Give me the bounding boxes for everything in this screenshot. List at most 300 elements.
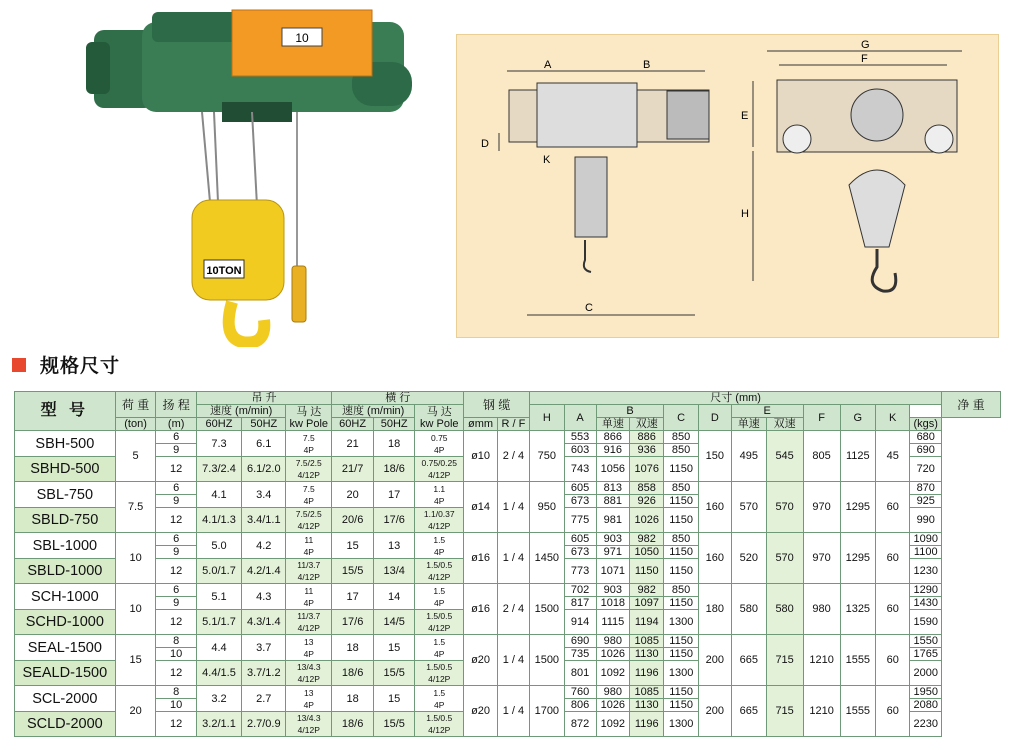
dim-b-double: 1130 bbox=[630, 648, 664, 661]
dim-b-double: 936 bbox=[630, 444, 664, 457]
traverse-50hz: 14 bbox=[374, 584, 415, 610]
hoist-60hz: 3.2 bbox=[196, 686, 241, 712]
dim-f: 970 bbox=[803, 482, 840, 533]
hdr-d: D bbox=[698, 405, 731, 431]
hdr-h: H bbox=[530, 405, 564, 431]
dim-b-double: 1085 bbox=[630, 635, 664, 648]
dim-f: 1210 bbox=[803, 635, 840, 686]
section-heading bbox=[12, 351, 120, 378]
dim-g: 1295 bbox=[840, 533, 875, 584]
hdr-b-double: 双速 bbox=[630, 418, 664, 431]
dim-c: 1150 bbox=[664, 559, 698, 584]
traverse-60hz: 15/5 bbox=[332, 559, 374, 584]
dim-a: 760 bbox=[564, 686, 596, 699]
heading-square-icon bbox=[12, 358, 26, 372]
hdr-load-unit: (ton) bbox=[115, 418, 156, 431]
dim-a: 743 bbox=[564, 457, 596, 482]
hoist-60hz: 5.0/1.7 bbox=[196, 559, 241, 584]
dim-f: 970 bbox=[803, 533, 840, 584]
hdr-lift: 扬 程 bbox=[156, 392, 196, 418]
dim-b-double: 1076 bbox=[630, 457, 664, 482]
dim-b-single: 866 bbox=[596, 431, 629, 444]
dim-a: 775 bbox=[564, 508, 596, 533]
hdr-50hz-b: 50HZ bbox=[374, 418, 415, 431]
dim-f: 805 bbox=[803, 431, 840, 482]
hoist-50hz: 2.7/0.9 bbox=[242, 712, 286, 737]
dim-a: 806 bbox=[564, 699, 596, 712]
hdr-g: G bbox=[840, 405, 875, 431]
dim-c: 850 bbox=[664, 482, 698, 495]
dim-b-double: 1097 bbox=[630, 597, 664, 610]
hdr-model: 型 号 bbox=[15, 392, 116, 431]
hoist-motor: 7.5/2.5 4/12P bbox=[286, 457, 332, 482]
label-c: C bbox=[585, 302, 593, 314]
hoist-50hz: 3.7/1.2 bbox=[242, 661, 286, 686]
dim-b-single: 813 bbox=[596, 482, 629, 495]
weight-value: 680 bbox=[910, 431, 942, 444]
hdr-dims: 尺寸 (mm) bbox=[530, 392, 942, 405]
label-a: A bbox=[544, 59, 552, 71]
weight-value: 870 bbox=[910, 482, 942, 495]
lift-value: 12 bbox=[156, 457, 196, 482]
rope-diameter: ø20 bbox=[464, 635, 497, 686]
dim-g: 1125 bbox=[840, 431, 875, 482]
hoist-60hz: 7.3 bbox=[196, 431, 241, 457]
rope-rf: 1 / 4 bbox=[497, 482, 529, 533]
model-name: SBHD-500 bbox=[15, 457, 116, 482]
dim-b-single: 981 bbox=[596, 508, 629, 533]
weight-value: 1100 bbox=[910, 546, 942, 559]
dim-e-double: 715 bbox=[766, 635, 803, 686]
dim-b-single: 1018 bbox=[596, 597, 629, 610]
dim-e-double: 570 bbox=[766, 482, 803, 533]
hoist-motor: 13/4.3 4/12P bbox=[286, 661, 332, 686]
traverse-50hz: 18 bbox=[374, 431, 415, 457]
traverse-50hz: 15 bbox=[374, 686, 415, 712]
table-row bbox=[15, 584, 1001, 597]
dim-c: 850 bbox=[664, 533, 698, 546]
dim-c: 1150 bbox=[664, 597, 698, 610]
dim-b-single: 903 bbox=[596, 584, 629, 597]
dim-b-single: 1071 bbox=[596, 559, 629, 584]
dim-b-double: 926 bbox=[630, 495, 664, 508]
dim-h: 1700 bbox=[530, 686, 564, 737]
traverse-50hz: 14/5 bbox=[374, 610, 415, 635]
rope-diameter: ø20 bbox=[464, 686, 497, 737]
lift-value: 12 bbox=[156, 661, 196, 686]
dim-c: 1150 bbox=[664, 546, 698, 559]
dim-c: 850 bbox=[664, 584, 698, 597]
rope-diameter: ø14 bbox=[464, 482, 497, 533]
dim-c: 1150 bbox=[664, 457, 698, 482]
dim-b-single: 916 bbox=[596, 444, 629, 457]
spec-table bbox=[14, 391, 1001, 737]
label-e: E bbox=[741, 110, 749, 122]
rope-rf: 1 / 4 bbox=[497, 686, 529, 737]
hdr-b: B bbox=[596, 405, 664, 418]
dim-a: 605 bbox=[564, 533, 596, 546]
hdr-e-double: 双速 bbox=[766, 418, 803, 431]
hoist-motor: 13/4.3 4/12P bbox=[286, 712, 332, 737]
dim-a: 872 bbox=[564, 712, 596, 737]
rope-rf: 2 / 4 bbox=[497, 584, 529, 635]
hoist-50hz: 3.4 bbox=[242, 482, 286, 508]
traverse-motor: 1.5/0.5 4/12P bbox=[415, 559, 464, 584]
dim-b-double: 1196 bbox=[630, 661, 664, 686]
traverse-60hz: 18 bbox=[332, 686, 374, 712]
hoist-50hz: 4.2/1.4 bbox=[242, 559, 286, 584]
hdr-weight-unit: (kgs) bbox=[910, 418, 942, 431]
dim-g: 1555 bbox=[840, 635, 875, 686]
weight-value: 990 bbox=[910, 508, 942, 533]
weight-value: 1290 bbox=[910, 584, 942, 597]
weight-value: 1430 bbox=[910, 597, 942, 610]
dim-g: 1325 bbox=[840, 584, 875, 635]
dim-b-double: 1085 bbox=[630, 686, 664, 699]
load-value: 10 bbox=[115, 533, 156, 584]
rope-diameter: ø16 bbox=[464, 584, 497, 635]
dim-a: 914 bbox=[564, 610, 596, 635]
hoist-50hz: 6.1/2.0 bbox=[242, 457, 286, 482]
dim-d: 160 bbox=[698, 482, 731, 533]
traverse-60hz: 15 bbox=[332, 533, 374, 559]
weight-value: 2230 bbox=[910, 712, 942, 737]
dim-f: 1210 bbox=[803, 686, 840, 737]
label-d: D bbox=[481, 138, 489, 150]
hdr-hoist: 吊 升 bbox=[196, 392, 331, 405]
label-g: G bbox=[861, 39, 870, 51]
hoist-motor: 7.5 4P bbox=[286, 482, 332, 508]
traverse-motor: 1.5 4P bbox=[415, 635, 464, 661]
hdr-load: 荷 重 bbox=[115, 392, 156, 418]
dim-h: 1500 bbox=[530, 635, 564, 686]
hoist-60hz: 5.1 bbox=[196, 584, 241, 610]
traverse-motor: 1.5 4P bbox=[415, 686, 464, 712]
weight-value: 720 bbox=[910, 457, 942, 482]
dim-k: 60 bbox=[875, 686, 910, 737]
model-name: SCLD-2000 bbox=[15, 712, 116, 737]
dim-c: 1300 bbox=[664, 712, 698, 737]
dim-d: 200 bbox=[698, 686, 731, 737]
hdr-motor2: 马 达 kw Pole bbox=[415, 405, 464, 431]
model-name: SBLD-750 bbox=[15, 508, 116, 533]
weight-value: 925 bbox=[910, 495, 942, 508]
model-name: SEAL-1500 bbox=[15, 635, 116, 661]
dim-g: 1555 bbox=[840, 686, 875, 737]
dim-b-single: 1026 bbox=[596, 699, 629, 712]
hdr-traverse: 横 行 bbox=[332, 392, 464, 405]
traverse-50hz: 17 bbox=[374, 482, 415, 508]
dim-b-single: 881 bbox=[596, 495, 629, 508]
lift-value: 12 bbox=[156, 508, 196, 533]
table-row bbox=[15, 635, 1001, 648]
model-name: SCL-2000 bbox=[15, 686, 116, 712]
load-value: 5 bbox=[115, 431, 156, 482]
dim-k: 60 bbox=[875, 482, 910, 533]
weight-value: 1550 bbox=[910, 635, 942, 648]
dim-b-double: 886 bbox=[630, 431, 664, 444]
label-f: F bbox=[861, 53, 868, 65]
dim-h: 1500 bbox=[530, 584, 564, 635]
dim-c: 1150 bbox=[664, 635, 698, 648]
dim-f: 980 bbox=[803, 584, 840, 635]
hoist-motor: 13 4P bbox=[286, 635, 332, 661]
lift-value: 6 bbox=[156, 533, 196, 546]
traverse-motor: 1.5/0.5 4/12P bbox=[415, 712, 464, 737]
load-value: 10 bbox=[115, 584, 156, 635]
rope-rf: 1 / 4 bbox=[497, 635, 529, 686]
traverse-60hz: 20 bbox=[332, 482, 374, 508]
dim-h: 950 bbox=[530, 482, 564, 533]
hoist-motor: 11 4P bbox=[286, 533, 332, 559]
lift-value: 6 bbox=[156, 482, 196, 495]
dim-e-single: 570 bbox=[731, 482, 766, 533]
lift-value: 10 bbox=[156, 699, 196, 712]
box-label: 10 bbox=[295, 31, 309, 45]
hoist-50hz: 3.7 bbox=[242, 635, 286, 661]
traverse-50hz: 15/5 bbox=[374, 712, 415, 737]
traverse-50hz: 13/4 bbox=[374, 559, 415, 584]
dim-b-single: 1115 bbox=[596, 610, 629, 635]
hoist-motor: 11/3.7 4/12P bbox=[286, 559, 332, 584]
traverse-motor: 0.75/0.25 4/12P bbox=[415, 457, 464, 482]
dim-a: 553 bbox=[564, 431, 596, 444]
table-row bbox=[15, 533, 1001, 546]
dim-a: 735 bbox=[564, 648, 596, 661]
dim-e-double: 570 bbox=[766, 533, 803, 584]
hdr-c: C bbox=[664, 405, 698, 431]
lift-value: 12 bbox=[156, 712, 196, 737]
hoist-photo bbox=[82, 2, 432, 347]
dim-a: 773 bbox=[564, 559, 596, 584]
load-value: 20 bbox=[115, 686, 156, 737]
traverse-60hz: 21 bbox=[332, 431, 374, 457]
traverse-60hz: 17 bbox=[332, 584, 374, 610]
hoist-motor: 11/3.7 4/12P bbox=[286, 610, 332, 635]
dim-c: 850 bbox=[664, 444, 698, 457]
traverse-50hz: 17/6 bbox=[374, 508, 415, 533]
hoist-50hz: 6.1 bbox=[242, 431, 286, 457]
dim-e-single: 520 bbox=[731, 533, 766, 584]
hoist-motor: 13 4P bbox=[286, 686, 332, 712]
dim-b-single: 1092 bbox=[596, 712, 629, 737]
dim-e-double: 545 bbox=[766, 431, 803, 482]
dim-e-single: 665 bbox=[731, 686, 766, 737]
hdr-50hz: 50HZ bbox=[242, 418, 286, 431]
hoist-60hz: 5.0 bbox=[196, 533, 241, 559]
model-name: SBLD-1000 bbox=[15, 559, 116, 584]
weight-value: 690 bbox=[910, 444, 942, 457]
dim-c: 1300 bbox=[664, 661, 698, 686]
dim-b-double: 1130 bbox=[630, 699, 664, 712]
hdr-rope-d: ømm bbox=[464, 418, 497, 431]
dim-e-single: 580 bbox=[731, 584, 766, 635]
dim-b-double: 982 bbox=[630, 584, 664, 597]
traverse-60hz: 21/7 bbox=[332, 457, 374, 482]
traverse-motor: 1.5/0.5 4/12P bbox=[415, 661, 464, 686]
weight-value: 1765 bbox=[910, 648, 942, 661]
traverse-motor: 1.1 4P bbox=[415, 482, 464, 508]
dim-e-single: 495 bbox=[731, 431, 766, 482]
dim-c: 1150 bbox=[664, 648, 698, 661]
hdr-hoist-speed: 速度 (m/min) bbox=[196, 405, 286, 418]
rope-rf: 1 / 4 bbox=[497, 533, 529, 584]
hoist-60hz: 4.1 bbox=[196, 482, 241, 508]
traverse-motor: 1.5 4P bbox=[415, 533, 464, 559]
weight-value: 2000 bbox=[910, 661, 942, 686]
hoist-60hz: 7.3/2.4 bbox=[196, 457, 241, 482]
dim-k: 60 bbox=[875, 635, 910, 686]
dim-k: 60 bbox=[875, 533, 910, 584]
dim-b-double: 1196 bbox=[630, 712, 664, 737]
traverse-60hz: 20/6 bbox=[332, 508, 374, 533]
lift-value: 8 bbox=[156, 686, 196, 699]
dim-c: 1150 bbox=[664, 508, 698, 533]
dim-b-double: 1194 bbox=[630, 610, 664, 635]
dim-c: 1300 bbox=[664, 610, 698, 635]
weight-value: 1950 bbox=[910, 686, 942, 699]
hdr-a: A bbox=[564, 405, 596, 431]
hdr-rope-rf: R / F bbox=[497, 418, 529, 431]
load-value: 7.5 bbox=[115, 482, 156, 533]
dim-e-double: 715 bbox=[766, 686, 803, 737]
dim-b-single: 971 bbox=[596, 546, 629, 559]
hdr-e: E bbox=[731, 405, 803, 418]
dim-d: 200 bbox=[698, 635, 731, 686]
dim-b-double: 982 bbox=[630, 533, 664, 546]
traverse-motor: 1.5/0.5 4/12P bbox=[415, 610, 464, 635]
dimension-drawing bbox=[456, 34, 999, 338]
dim-a: 690 bbox=[564, 635, 596, 648]
dim-b-double: 1150 bbox=[630, 559, 664, 584]
traverse-50hz: 13 bbox=[374, 533, 415, 559]
table-row bbox=[15, 482, 1001, 495]
dim-b-single: 1056 bbox=[596, 457, 629, 482]
hdr-traverse-speed: 速度 (m/min) bbox=[332, 405, 415, 418]
dim-a: 702 bbox=[564, 584, 596, 597]
dim-b-double: 858 bbox=[630, 482, 664, 495]
hdr-60hz-b: 60HZ bbox=[332, 418, 374, 431]
dim-d: 160 bbox=[698, 533, 731, 584]
traverse-60hz: 18 bbox=[332, 635, 374, 661]
label-h: H bbox=[741, 208, 749, 220]
lift-value: 9 bbox=[156, 546, 196, 559]
table-row bbox=[15, 686, 1001, 699]
model-name: SBH-500 bbox=[15, 431, 116, 457]
spec-body bbox=[15, 431, 1001, 737]
traverse-motor: 1.1/0.37 4/12P bbox=[415, 508, 464, 533]
hdr-f: F bbox=[803, 405, 840, 431]
traverse-60hz: 18/6 bbox=[332, 661, 374, 686]
hoist-motor: 11 4P bbox=[286, 584, 332, 610]
traverse-60hz: 17/6 bbox=[332, 610, 374, 635]
dim-c: 1150 bbox=[664, 686, 698, 699]
dim-e-single: 665 bbox=[731, 635, 766, 686]
dim-g: 1295 bbox=[840, 482, 875, 533]
dim-c: 1150 bbox=[664, 699, 698, 712]
traverse-motor: 1.5 4P bbox=[415, 584, 464, 610]
model-name: SCHD-1000 bbox=[15, 610, 116, 635]
dim-b-single: 1092 bbox=[596, 661, 629, 686]
dim-b-single: 903 bbox=[596, 533, 629, 546]
load-value: 15 bbox=[115, 635, 156, 686]
label-k: K bbox=[543, 154, 551, 166]
dim-a: 817 bbox=[564, 597, 596, 610]
weight-value: 1090 bbox=[910, 533, 942, 546]
hoist-motor: 7.5 4P bbox=[286, 431, 332, 457]
lift-value: 6 bbox=[156, 431, 196, 444]
hoist-50hz: 4.2 bbox=[242, 533, 286, 559]
dim-b-single: 980 bbox=[596, 686, 629, 699]
hoist-50hz: 2.7 bbox=[242, 686, 286, 712]
dim-b-double: 1050 bbox=[630, 546, 664, 559]
hoist-60hz: 4.1/1.3 bbox=[196, 508, 241, 533]
dim-b-single: 980 bbox=[596, 635, 629, 648]
dim-a: 801 bbox=[564, 661, 596, 686]
hdr-lift-unit: (m) bbox=[156, 418, 196, 431]
dim-h: 1450 bbox=[530, 533, 564, 584]
lift-value: 9 bbox=[156, 495, 196, 508]
dim-a: 605 bbox=[564, 482, 596, 495]
hoist-60hz: 5.1/1.7 bbox=[196, 610, 241, 635]
lift-value: 10 bbox=[156, 648, 196, 661]
hoist-60hz: 4.4 bbox=[196, 635, 241, 661]
dim-a: 603 bbox=[564, 444, 596, 457]
hdr-weight: 净 重 bbox=[942, 392, 1001, 418]
weight-value: 2080 bbox=[910, 699, 942, 712]
lift-value: 9 bbox=[156, 444, 196, 457]
rope-diameter: ø10 bbox=[464, 431, 497, 482]
dim-a: 673 bbox=[564, 495, 596, 508]
dim-h: 750 bbox=[530, 431, 564, 482]
model-name: SEALD-1500 bbox=[15, 661, 116, 686]
dim-k: 60 bbox=[875, 584, 910, 635]
lift-value: 12 bbox=[156, 559, 196, 584]
traverse-50hz: 15/5 bbox=[374, 661, 415, 686]
dim-b-double: 1026 bbox=[630, 508, 664, 533]
hook-tag: 10TON bbox=[206, 265, 242, 277]
lift-value: 9 bbox=[156, 597, 196, 610]
dim-k: 45 bbox=[875, 431, 910, 482]
dim-e-double: 580 bbox=[766, 584, 803, 635]
model-name: SCH-1000 bbox=[15, 584, 116, 610]
table-row bbox=[15, 431, 1001, 444]
hdr-b-single: 单速 bbox=[596, 418, 629, 431]
dim-b-single: 1026 bbox=[596, 648, 629, 661]
lift-value: 12 bbox=[156, 610, 196, 635]
section-title: 规格尺寸 bbox=[40, 355, 121, 377]
traverse-motor: 0.75 4P bbox=[415, 431, 464, 457]
rope-rf: 2 / 4 bbox=[497, 431, 529, 482]
traverse-60hz: 18/6 bbox=[332, 712, 374, 737]
label-b: B bbox=[643, 59, 651, 71]
dim-c: 1150 bbox=[664, 495, 698, 508]
traverse-50hz: 18/6 bbox=[374, 457, 415, 482]
hoist-50hz: 4.3/1.4 bbox=[242, 610, 286, 635]
hoist-motor: 7.5/2.5 4/12P bbox=[286, 508, 332, 533]
dim-c: 850 bbox=[664, 431, 698, 444]
rope-diameter: ø16 bbox=[464, 533, 497, 584]
hoist-50hz: 4.3 bbox=[242, 584, 286, 610]
weight-value: 1590 bbox=[910, 610, 942, 635]
hdr-motor: 马 达 kw Pole bbox=[286, 405, 332, 431]
hoist-60hz: 4.4/1.5 bbox=[196, 661, 241, 686]
hdr-rope: 钢 缆 bbox=[464, 392, 530, 418]
model-name: SBL-1000 bbox=[15, 533, 116, 559]
dim-a: 673 bbox=[564, 546, 596, 559]
hoist-50hz: 3.4/1.1 bbox=[242, 508, 286, 533]
hdr-60hz: 60HZ bbox=[196, 418, 241, 431]
